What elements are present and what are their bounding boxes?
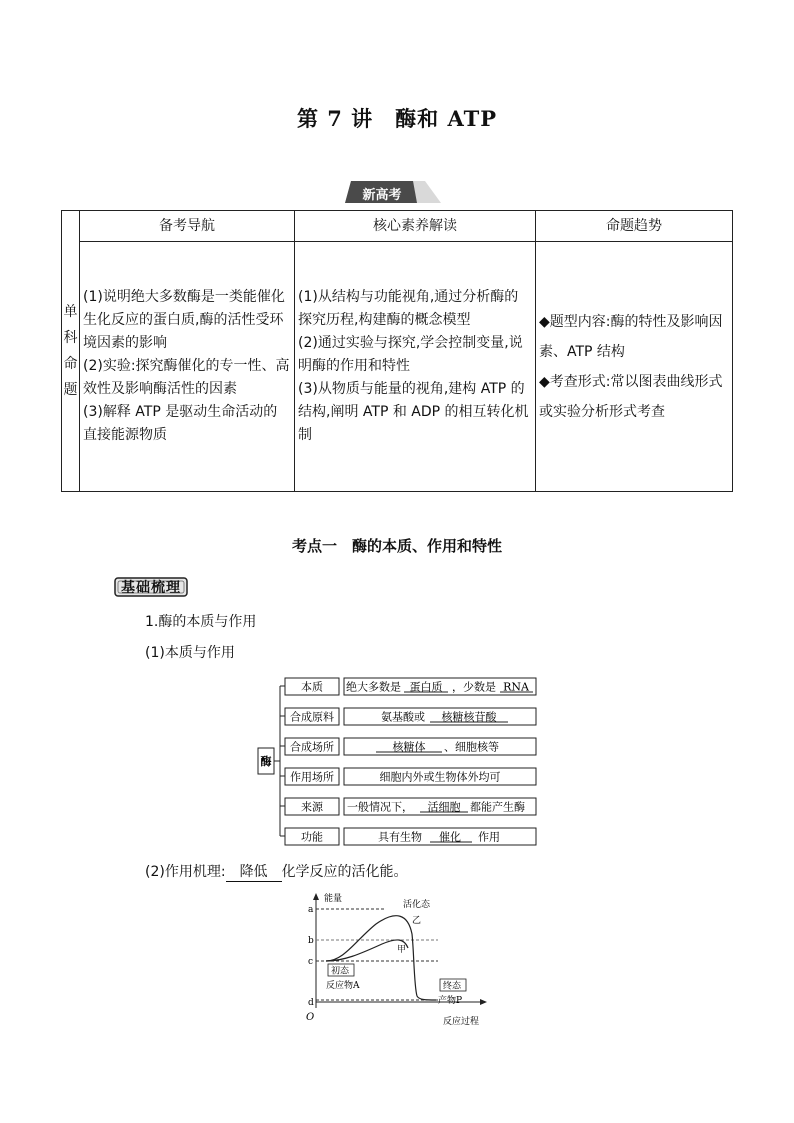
energy-diagram bbox=[300, 890, 494, 1030]
y-tick-a: a bbox=[308, 905, 314, 915]
side-label-char: 命 bbox=[63, 356, 78, 372]
curve-label-yi: 乙 bbox=[412, 916, 422, 926]
concept-row-benzhi bbox=[285, 678, 536, 695]
cell-text: ◆考查形式:常以图表曲线形式或实验分析形式考查 bbox=[539, 373, 723, 420]
overview-table bbox=[61, 210, 733, 492]
mechanism-fill: 降低 bbox=[226, 861, 282, 882]
final-label: 产物P bbox=[438, 996, 463, 1006]
concept-map-root: 酶 bbox=[260, 755, 272, 768]
concept-label: 作用场所 bbox=[290, 770, 334, 784]
mechanism-prefix: (2)作用机理: bbox=[145, 864, 226, 880]
concept-fill: RNA bbox=[503, 680, 529, 694]
concept-row-gongneng bbox=[285, 828, 536, 845]
concept-text: 绝大多数是 bbox=[346, 680, 401, 694]
initial-box: 初态 bbox=[331, 966, 350, 977]
peak-label: 活化态 bbox=[403, 900, 431, 910]
cell-text: (1)从结构与功能视角,通过分析酶的探究历程,构建酶的概念模型 bbox=[298, 289, 519, 328]
cell-text: (1)说明绝大多数酶是一类能催化生化反应的蛋白质,酶的活性受环境因素的影响 bbox=[83, 289, 285, 351]
final-box: 终态 bbox=[443, 981, 462, 992]
concept-label: 功能 bbox=[301, 830, 323, 844]
y-tick-d: d bbox=[308, 998, 314, 1008]
mechanism-line bbox=[145, 861, 408, 882]
concept-text: 作用 bbox=[478, 830, 500, 844]
curve-label-jia: 甲 bbox=[397, 945, 407, 955]
concept-label: 来源 bbox=[301, 800, 323, 814]
y-tick-c: c bbox=[308, 957, 314, 967]
concept-fill: 催化 bbox=[439, 830, 461, 844]
concept-label: 本质 bbox=[301, 680, 323, 694]
x-axis-label: 反应过程 bbox=[443, 1017, 480, 1027]
concept-text: ，少数是 bbox=[452, 680, 496, 694]
concept-row-yuanliao bbox=[285, 708, 536, 725]
header-beikao: 备考导航 bbox=[80, 211, 295, 242]
cell-text: ◆题型内容:酶的特性及影响因素、ATP 结构 bbox=[539, 313, 723, 360]
concept-label: 合成原料 bbox=[290, 710, 334, 724]
concept-label: 合成场所 bbox=[290, 740, 334, 754]
side-label-char: 题 bbox=[63, 382, 78, 398]
concept-text: 氨基酸或 bbox=[381, 710, 425, 724]
header-hexin: 核心素养解读 bbox=[295, 211, 536, 242]
concept-fill: 活细胞 bbox=[427, 800, 461, 814]
y-tick-b: b bbox=[308, 936, 314, 946]
concept-text: 、细胞核等 bbox=[444, 740, 499, 754]
cell-hexin bbox=[295, 242, 536, 492]
table-row bbox=[62, 242, 733, 492]
cell-text: (3)从物质与能量的视角,建构 ATP 的结构,阐明 ATP 和 ADP 的相互转化机制 bbox=[298, 381, 529, 443]
concept-text: 具有生物 bbox=[378, 830, 422, 844]
concept-text: 一般情况下， bbox=[347, 800, 413, 814]
concept-row-hechengchangsuo bbox=[285, 738, 536, 755]
cell-qushi bbox=[536, 242, 733, 492]
cell-text: (2)通过实验与探究,学会控制变量,说明酶的作用和特性 bbox=[298, 335, 523, 374]
header-qushi: 命题趋势 bbox=[536, 211, 733, 242]
concept-text: 细胞内外或生物体外均可 bbox=[379, 770, 501, 784]
cell-text: (2)实验:探究酶催化的专一性、高效性及影响酶活性的因素 bbox=[83, 358, 290, 397]
concept-row-laiyuan bbox=[285, 798, 536, 815]
y-axis-label: 能量 bbox=[324, 894, 343, 904]
concept-row-zuoyongchangsuo bbox=[285, 768, 536, 785]
concept-fill: 核糖核苷酸 bbox=[441, 710, 497, 724]
table-header-row bbox=[62, 211, 733, 242]
side-label bbox=[62, 211, 80, 492]
badge-label: 新高考 bbox=[362, 188, 402, 203]
heading-1: 1.酶的本质与作用 bbox=[145, 614, 257, 630]
cell-beikao bbox=[80, 242, 295, 492]
section-title: 考点一 酶的本质、作用和特性 bbox=[291, 537, 502, 555]
concept-text: 都能产生酶 bbox=[470, 800, 525, 814]
jichu-badge-label: 基础梳理 bbox=[121, 580, 181, 596]
concept-fill: 蛋白质 bbox=[409, 680, 443, 694]
side-label-char: 单 bbox=[63, 304, 78, 320]
cell-text: (3)解释 ATP 是驱动生命活动的直接能源物质 bbox=[83, 404, 278, 443]
origin-label: O bbox=[306, 1012, 315, 1023]
subheading-1: (1)本质与作用 bbox=[145, 645, 235, 661]
initial-label: 反应物A bbox=[326, 981, 360, 991]
concept-fill: 核糖体 bbox=[392, 740, 426, 754]
page-title: 第 7 讲 酶和 ATP bbox=[296, 106, 498, 131]
side-label-char: 科 bbox=[63, 330, 78, 346]
mechanism-suffix: 化学反应的活化能。 bbox=[281, 864, 408, 880]
concept-map bbox=[250, 672, 550, 850]
